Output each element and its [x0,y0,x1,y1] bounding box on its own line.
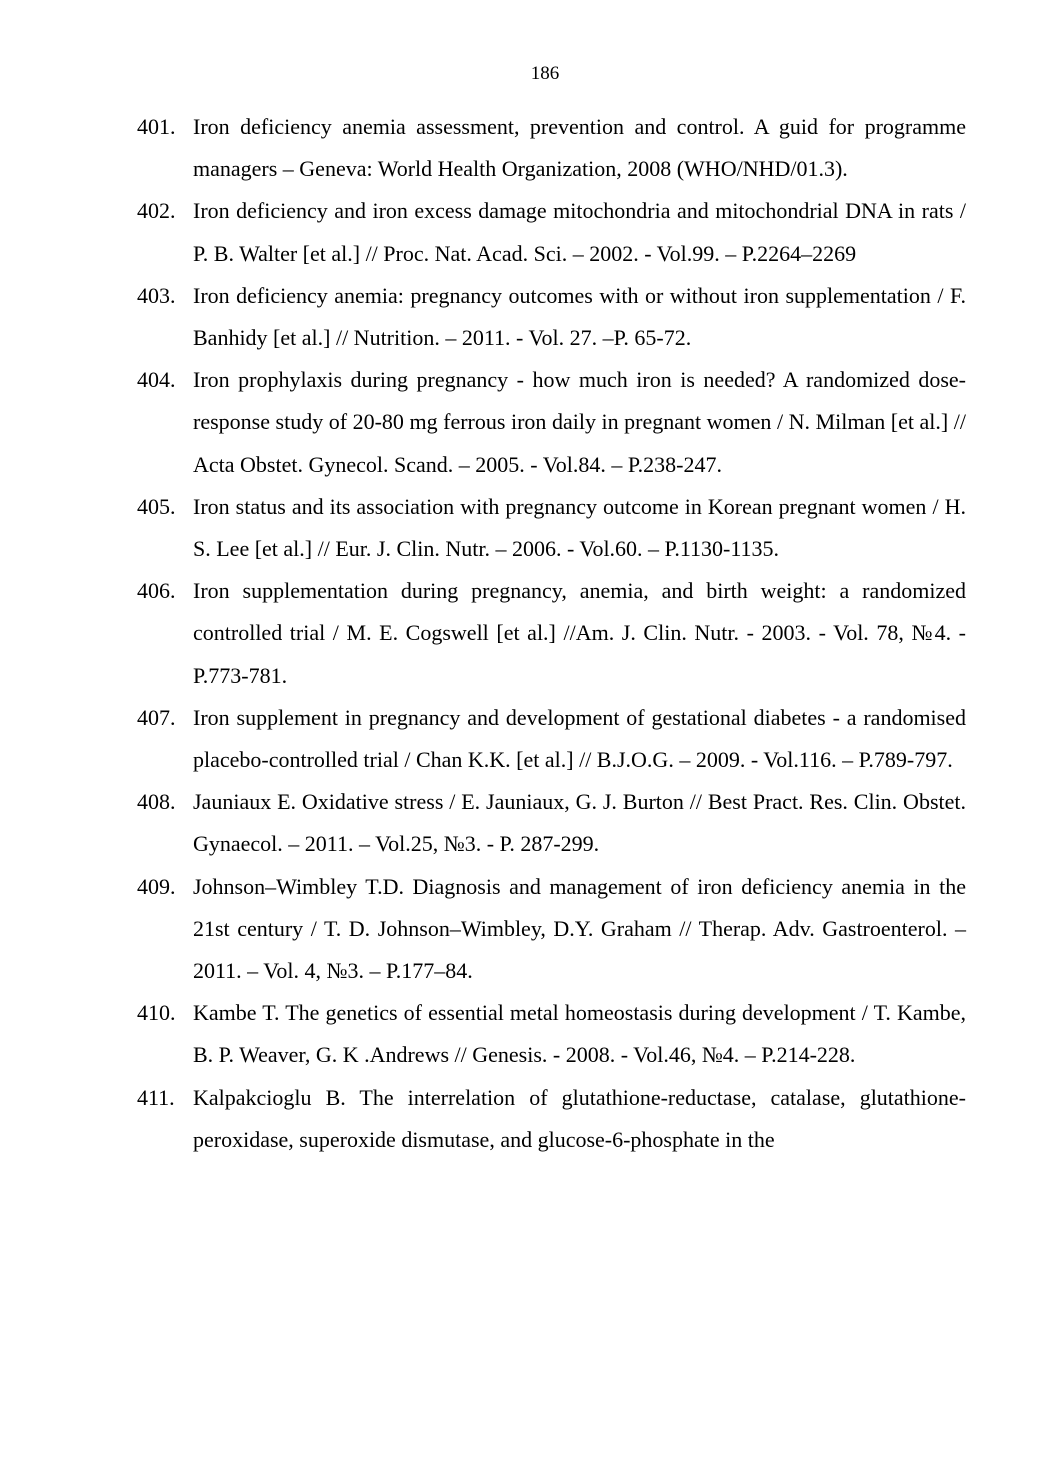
reference-number: 408. [137,789,176,815]
reference-item [137,570,966,697]
reference-item [137,697,966,781]
reference-text: Johnson–Wimbley T.D. Diagnosis and management of iron deficiency anemia in the 21st century / T. D. Johnson–Wimbley, D.Y. Graham // Therap. Adv. Gastroenterol. – 2011. – Vol. 4, №3. – P.177–84. [193,873,966,984]
reference-item [137,866,966,993]
reference-item [137,992,966,1076]
reference-number: 411. [137,1084,175,1110]
reference-number: 401. [137,114,176,139]
reference-text: Iron prophylaxis during pregnancy - how much iron is needed? A randomized dose- response study of 20-80 mg ferrous iron daily in pregnant women / N. Milman [et al.] // Acta Obstet. Gynecol. Scand. – 2005. - Vol.84. – P.238-247. [193,367,966,477]
reference-text: Iron deficiency and iron excess damage mitochondria and mitochondrial DNA in rats / P. B. Walter [et al.] // Proc. Nat. Acad. Sci. – 2002. - Vol.99. – P.2264–2269 [193,198,966,266]
reference-item [137,359,966,486]
reference-item [137,781,966,865]
reference-number: 406. [137,578,176,604]
page-number: 186 [530,63,560,84]
reference-number: 404. [137,367,176,393]
reference-item [137,486,966,570]
reference-text: Jauniaux E. Oxidative stress / E. Jauniaux, G. J. Burton // Best Pract. Res. Clin. Obstet. Gynaecol. – 2011. – Vol.25, №3. - P. 287-299. [193,789,966,857]
reference-item [137,106,966,190]
reference-number: 403. [137,282,176,308]
reference-text: Iron deficiency anemia: pregnancy outcomes with or without iron supplementation / F. Banhidy [et al.] // Nutrition. – 2011. - Vol. 27. –P. 65-72. [193,282,966,351]
reference-text: Iron status and its association with pregnancy outcome in Korean pregnant women / H. S. Lee [et al.] // Eur. J. Clin. Nutr. – 2006. - Vol.60. – P.1130-1135. [193,493,966,562]
reference-number: 405. [137,493,176,519]
reference-number: 410. [137,1000,176,1026]
reference-item [137,275,966,359]
reference-item [137,190,966,274]
reference-number: 407. [137,704,176,730]
reference-text: Kambe T. The genetics of essential metal homeostasis during development / T. Kambe, B. P. Weaver, G. K .Andrews // Genesis. - 2008. - Vol.46, №4. – P.214-228. [193,1000,966,1068]
reference-number: 402. [137,198,176,224]
reference-text: Kalpakcioglu B. The interrelation of glutathione-reductase, catalase, glutathione-peroxidase, superoxide dismutase, and glucose-6-phosphate in the [193,1084,966,1152]
reference-text: Iron deficiency anemia assessment, prevention and control. A guid for programme managers – Geneva: World Health Organization, 2008 (WHO/NHD/01.3). [193,114,966,182]
reference-list [137,106,966,1161]
reference-item [137,1077,966,1161]
reference-text: Iron supplement in pregnancy and development of gestational diabetes - a randomised placebo-controlled trial / Chan K.K. [et al.] // B.J.O.G. – 2009. - Vol.116. – P.789-797. [193,704,966,773]
reference-text: Iron supplementation during pregnancy, anemia, and birth weight: a randomized controlled trial / M. E. Cogswell [et al.] //Am. J. Clin. Nutr. - 2003. - Vol. 78, №4. - P.773-781. [193,578,966,688]
reference-number: 409. [137,873,176,899]
